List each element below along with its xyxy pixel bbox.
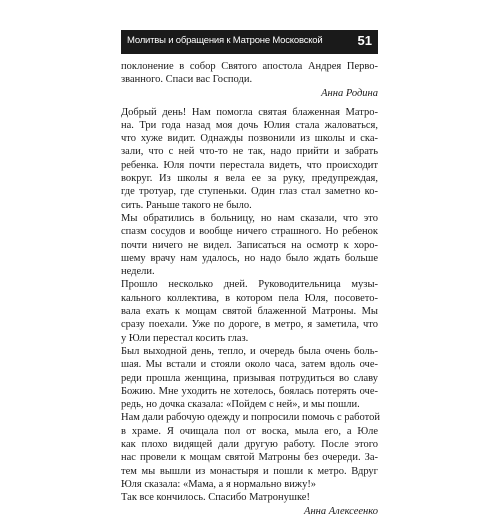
running-header bbox=[121, 30, 378, 54]
text-line: зали, что с ней что-то не так, надо прийти и забрать bbox=[121, 146, 378, 158]
text-line: на. Три года назад моя дочь Юлия стала жаловаться, bbox=[121, 119, 378, 131]
text-line: где тротуар, где ступеньки. Один глаз стал заметно ко- bbox=[121, 186, 378, 198]
text-line: званного. Спаси вас Господи. bbox=[121, 74, 253, 86]
text-line: вала ехать к мощам святой блаженной Матроны. Мы bbox=[121, 306, 378, 318]
header-title: Молитвы и обращения к Матроне Московской bbox=[127, 35, 323, 46]
text-line: сить. Раньше такого не было. bbox=[121, 199, 252, 211]
signature-anna-alekseenko: Анна Алексеенко bbox=[304, 505, 378, 517]
text-line: нас провели к мощам святой Матроны без очереди. За- bbox=[121, 452, 378, 464]
text-line: что хуже видит. Однажды позвонили из школы и ска- bbox=[121, 133, 378, 145]
page-number: 51 bbox=[357, 33, 372, 48]
text-line: недели. bbox=[121, 266, 155, 278]
text-line: кального коллектива, в котором пела Юля, посовето- bbox=[121, 292, 378, 304]
text-line: у Юли перестал косить глаз. bbox=[121, 332, 249, 344]
text-line: Юля сказала: «Мама, а я нормально вижу!» bbox=[121, 478, 317, 490]
text-line: реди прошла женщина, призывая потрудиться во славу bbox=[121, 372, 378, 384]
text-line: шему врачу нам удалось, но надо было ждать больше bbox=[121, 252, 378, 264]
text-line: Прошло несколько дней. Руководительница музы- bbox=[121, 279, 378, 291]
text-line: сразу поехали. Уже по дороге, в метро, я заметила, что bbox=[121, 319, 378, 331]
text-line: ребенка. Юля почти перестала видеть, что происходит bbox=[121, 159, 378, 171]
text-line: Добрый день! Нам помогла святая блаженная Матро- bbox=[121, 106, 378, 118]
text-line: Так все кончилось. Спасибо Матронушке! bbox=[121, 492, 310, 504]
text-line: Нам дали рабочую одежду и попросили помочь с работой bbox=[121, 412, 380, 424]
text-line: тем мы вышли из монастыря и пошли к метро. Вдруг bbox=[121, 465, 378, 477]
page-body bbox=[121, 60, 378, 519]
text-line: Мы обратились в больницу, но нам сказали, что это bbox=[121, 212, 378, 224]
signature-anna-rodina: Анна Родина bbox=[321, 87, 378, 99]
text-line: почти ничего не видел. Записаться на осмотр к хоро- bbox=[121, 239, 378, 251]
text-line: спазм сосудов и вообще ничего страшного. Но ребенок bbox=[121, 226, 378, 238]
text-line: вокруг. Из школы я вела ее за руку, предупреждая, bbox=[121, 173, 378, 185]
text-line: редь, но дочка сказала: «Пойдем с ней», и мы пошли. bbox=[121, 399, 360, 411]
text-line: как плохо видящей дали другую работу. После этого bbox=[121, 439, 378, 451]
text-line: поклонение в собор Святого апостола Андрея Перво- bbox=[121, 61, 378, 72]
text-line: шая. Мы встали и стояли около часа, затем вдоль оче- bbox=[121, 359, 378, 371]
text-line: в храме. Я очищала пол от воска, мыла его, а Юле bbox=[121, 425, 378, 437]
text-line: Был выходной день, тепло, и очередь была очень боль- bbox=[121, 345, 378, 357]
text-line: Божию. Мне уходить не хотелось, боялась потерять оче- bbox=[121, 385, 378, 397]
